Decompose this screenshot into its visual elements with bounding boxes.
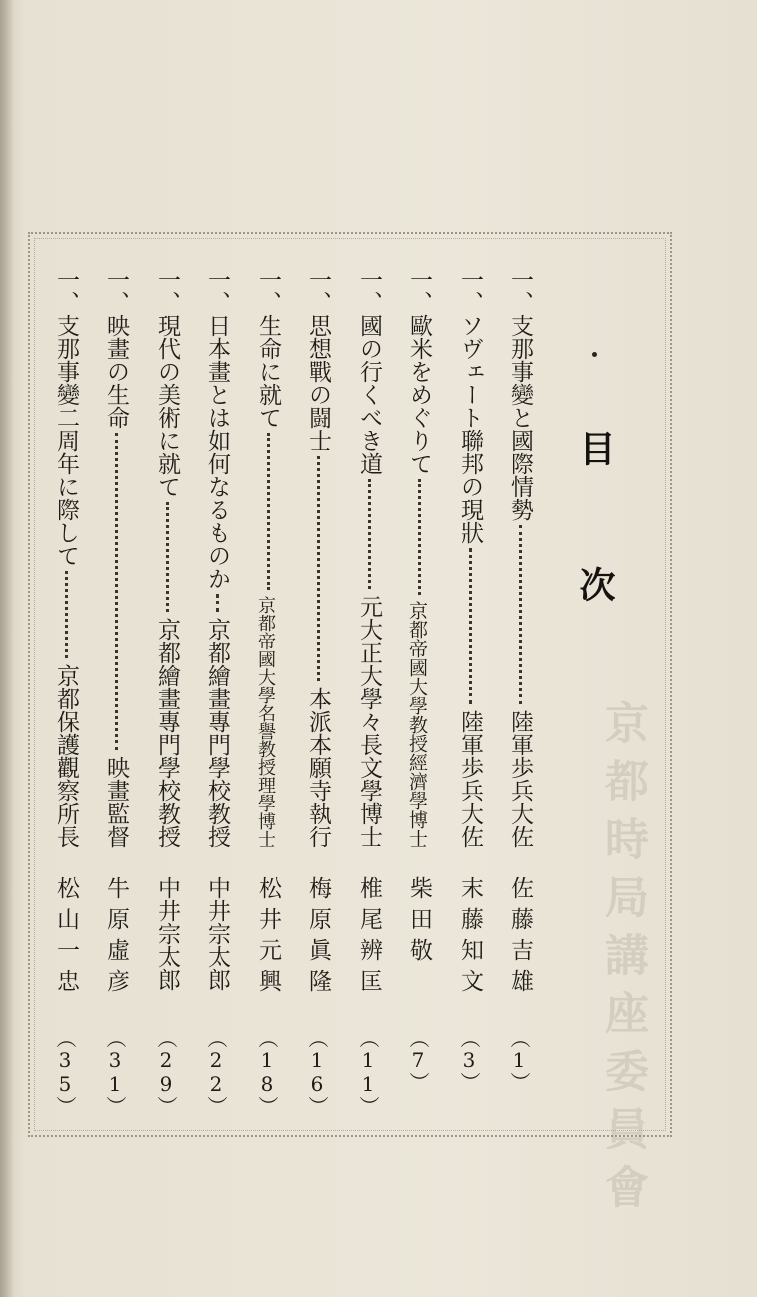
toc-leader-dots xyxy=(418,479,421,595)
toc-item-page: （7） xyxy=(406,1028,430,1092)
toc-item-author-role: 陸軍歩兵大佐 xyxy=(457,710,483,848)
toc-heading: 目次 xyxy=(574,430,615,702)
toc-item-page: （3） xyxy=(457,1028,481,1092)
heading-dot xyxy=(592,352,597,357)
toc-item-page: （1） xyxy=(507,1028,531,1092)
toc-item-author-name: 松山一忠 xyxy=(53,876,79,1000)
toc-item-page: （29） xyxy=(154,1028,178,1116)
toc-item-author-role: 元大正大學々長文學博士 xyxy=(356,595,382,848)
toc-item-author-name: 牛原虛彦 xyxy=(103,876,129,1000)
toc-leader-dots xyxy=(368,479,371,589)
toc-item-author-name: 末藤知文 xyxy=(457,876,483,1000)
show-through-text: 京都時局講座委員會 xyxy=(597,700,648,1222)
toc-item-title: 一、思想戰の闘士 xyxy=(305,268,331,452)
toc-item-author-role: 陸軍歩兵大佐 xyxy=(507,710,533,848)
toc-item-title: 一、支那事變二周年に際して xyxy=(53,268,79,567)
toc-item-title: 一、支那事變と國際情勢 xyxy=(507,268,533,521)
toc-leader-dots xyxy=(267,433,270,590)
toc-item-page: （18） xyxy=(255,1028,279,1116)
toc-item-author-role: 映畫監督 xyxy=(103,756,129,848)
toc-item-title: 一、生命に就て xyxy=(255,268,281,429)
toc-item-page: （35） xyxy=(53,1028,77,1116)
toc-item-author-role: 本派本願寺執行 xyxy=(305,687,331,848)
toc-item-author-role: 京都繪畫專門學校教授 xyxy=(204,618,230,848)
toc-leader-dots xyxy=(65,571,68,658)
toc-item-page: （16） xyxy=(305,1028,329,1116)
toc-item-author-name: 松井元興 xyxy=(255,876,281,1000)
toc-leader-dots xyxy=(519,525,522,704)
toc-leader-dots xyxy=(166,502,169,612)
toc-item-page: （11） xyxy=(356,1028,380,1116)
binding-shadow xyxy=(0,0,14,1297)
toc-item-author-name: 柴田敬 xyxy=(406,876,432,969)
toc-item-title: 一、歐米をめぐりて xyxy=(406,268,432,475)
toc-leader-dots xyxy=(469,548,472,704)
toc-item-author-role: 京都繪畫專門學校教授 xyxy=(154,618,180,848)
toc-item-author-role: 京都帝國大學教授經濟學博士 xyxy=(406,601,428,848)
toc-item-author-name: 佐藤吉雄 xyxy=(507,876,533,1000)
toc-leader-dots xyxy=(115,433,118,750)
toc-item-author-name: 中井宗太郎 xyxy=(154,876,180,991)
toc-item-author-name: 中井宗太郎 xyxy=(204,876,230,991)
toc-item-page: （22） xyxy=(204,1028,228,1116)
toc-item-title: 一、國の行くべき道 xyxy=(356,268,382,475)
toc-item-author-role: 京都保護觀察所長 xyxy=(53,664,79,848)
toc-leader-dots xyxy=(216,594,219,612)
toc-item-title: 一、ソヴェート聯邦の現狀 xyxy=(457,268,483,544)
toc-item-title: 一、日本畫とは如何なるものか xyxy=(204,268,230,590)
toc-item-author-role: 京都帝國大學名譽教授理學博士 xyxy=(255,596,276,848)
toc-item-title: 一、映畫の生命 xyxy=(103,268,129,429)
toc-item-page: （31） xyxy=(103,1028,127,1116)
toc-item-title: 一、現代の美術に就て xyxy=(154,268,180,498)
toc-leader-dots xyxy=(317,456,320,681)
toc-item-author-name: 椎尾辨匡 xyxy=(356,876,382,1000)
toc-item-author-name: 梅原眞隆 xyxy=(305,876,331,1000)
